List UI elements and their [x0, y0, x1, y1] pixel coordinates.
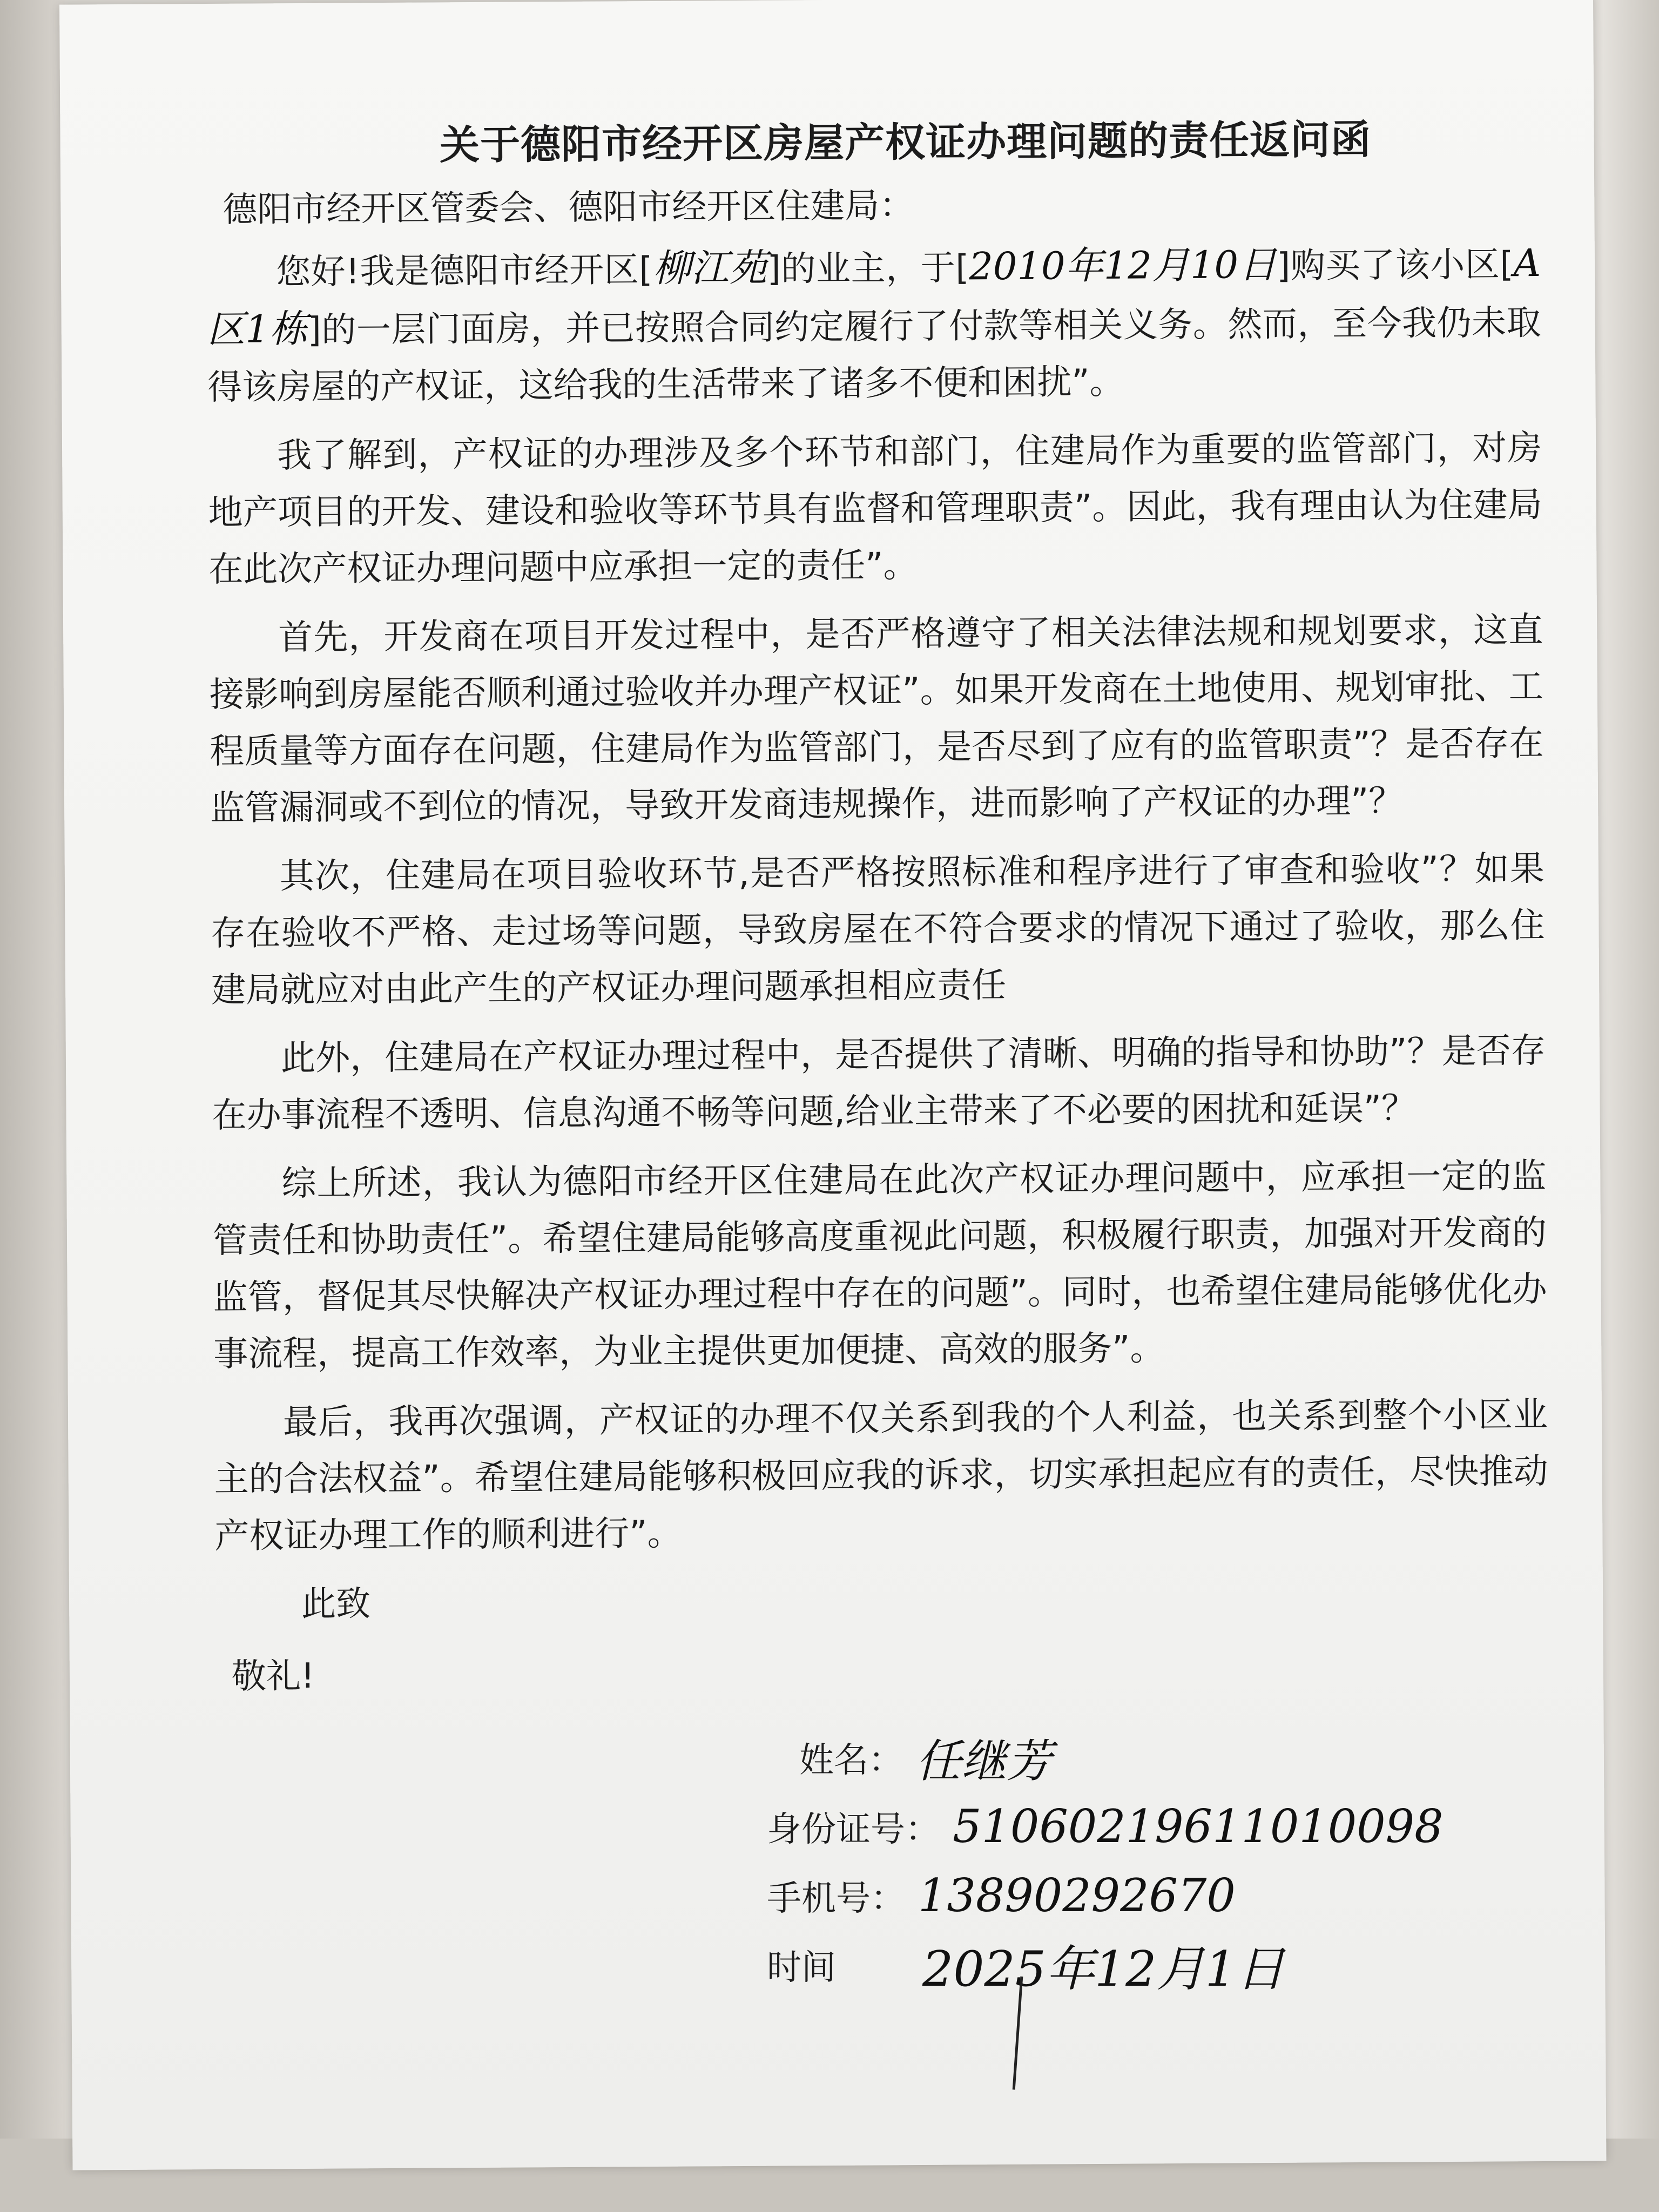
paragraph-7: 最后，我再次强调，产权证的办理不仅关系到我的个人利益，也关系到整个小区业主的合法权益”。希望住建局能够积极回应我的诉求，切实承担起应有的责任，尽快推动产权证办理工作的顺利进行”。 — [214, 1394, 1548, 1556]
signature-phone-row — [767, 1861, 1523, 1930]
p1-text-c: ]购买了该小区[ — [1277, 245, 1514, 286]
p1-text-b: ]的业主，于[ — [767, 248, 969, 289]
paragraph-3: 首先，开发商在项目开发过程中，是否严格遵守了相关法律法规和规划要求，这直接影响到房屋能否顺利通过验收并办理产权证”。如果开发商在土地使用、规划审批、工程质量等方面存在问题，住建局作为监管部门，是否尽到了应有的监管职责”？是否存在监管漏洞或不到位的情况，导致开发商违规操作，进而影响了产权证的办理”？ — [209, 610, 1544, 828]
p1-text-a: 您好!我是德阳市经开区[ — [275, 249, 653, 293]
paragraph-4: 其次，住建局在项目验收环节,是否严格按照标准和程序进行了审查和验收”？如果存在验收不严格、走过场等问题，导致房屋在不符合要求的情况下通过了验收，那么住建局就应对由此产生的产权证办理问题承担相应责任 — [211, 848, 1545, 1010]
handwritten-phone-number: 13890292670 — [918, 1869, 1236, 1922]
closing-line-2: 敬礼! — [231, 1656, 315, 1697]
signature-id-row — [767, 1792, 1523, 1861]
signature-name-row — [767, 1723, 1523, 1792]
letter-body — [206, 109, 1549, 1705]
handwritten-id-number: 51060219611010098 — [953, 1800, 1444, 1853]
signature-date-row — [767, 1930, 1523, 1999]
paragraph-5: 此外，住建局在产权证办理过程中，是否提供了清晰、明确的指导和协助”？是否存在办事流程不透明、信息沟通不畅等问题,给业主带来了不必要的困扰和延误”？ — [212, 1030, 1546, 1136]
date-label: 时间 — [767, 1948, 836, 1988]
paragraph-1 — [207, 235, 1542, 416]
signature-block — [767, 1723, 1523, 1999]
handwritten-name: 任继芳 — [916, 1734, 1053, 1788]
paragraph-6: 综上所述，我认为德阳市经开区住建局在此次产权证办理问题中，应承担一定的监管责任和协助责任”。希望住建局能够高度重视此问题，积极履行职责，加强对开发商的监管，督促其尽快解决产权证办理过程中存在的问题”。同时，也希望住建局能够优化办事流程，提高工作效率，为业主提供更加便捷、高效的服务”。 — [212, 1156, 1547, 1374]
phone-label: 手机号： — [767, 1879, 905, 1919]
handwritten-purchase-date: 2010年12月10日 — [969, 242, 1277, 289]
id-label: 身份证号： — [767, 1810, 940, 1850]
background-left — [0, 0, 65, 2212]
closing-line-1: 此致 — [301, 1584, 371, 1624]
paragraph-2: 我了解到，产权证的办理涉及多个环节和部门，住建局作为重要的监管部门，对房地产项目的开发、建设和验收等环节具有监督和管理职责”。因此，我有理由认为住建局在此次产权证办理问题中应承担一定的责任”。 — [208, 428, 1542, 590]
p1-text-d: ]的一层门面房，并已按照合同约定履行了付款等相关义务。然而，至今我仍未取得该房屋的产权证，这给我的生活带来了诸多不便和困扰”。 — [207, 302, 1541, 408]
handwritten-date: 2025年12月1日 — [922, 1941, 1285, 1998]
name-label: 姓名： — [799, 1741, 903, 1781]
letter-salutation: 德阳市经开区管委会、德阳市经开区住建局： — [222, 186, 914, 230]
handwritten-community: 柳江苑 — [652, 245, 768, 291]
handwritten-unit: A区1栋 — [207, 240, 1541, 352]
letter-title: 关于德阳市经开区房屋产权证办理问题的责任返问函 — [439, 116, 1372, 169]
